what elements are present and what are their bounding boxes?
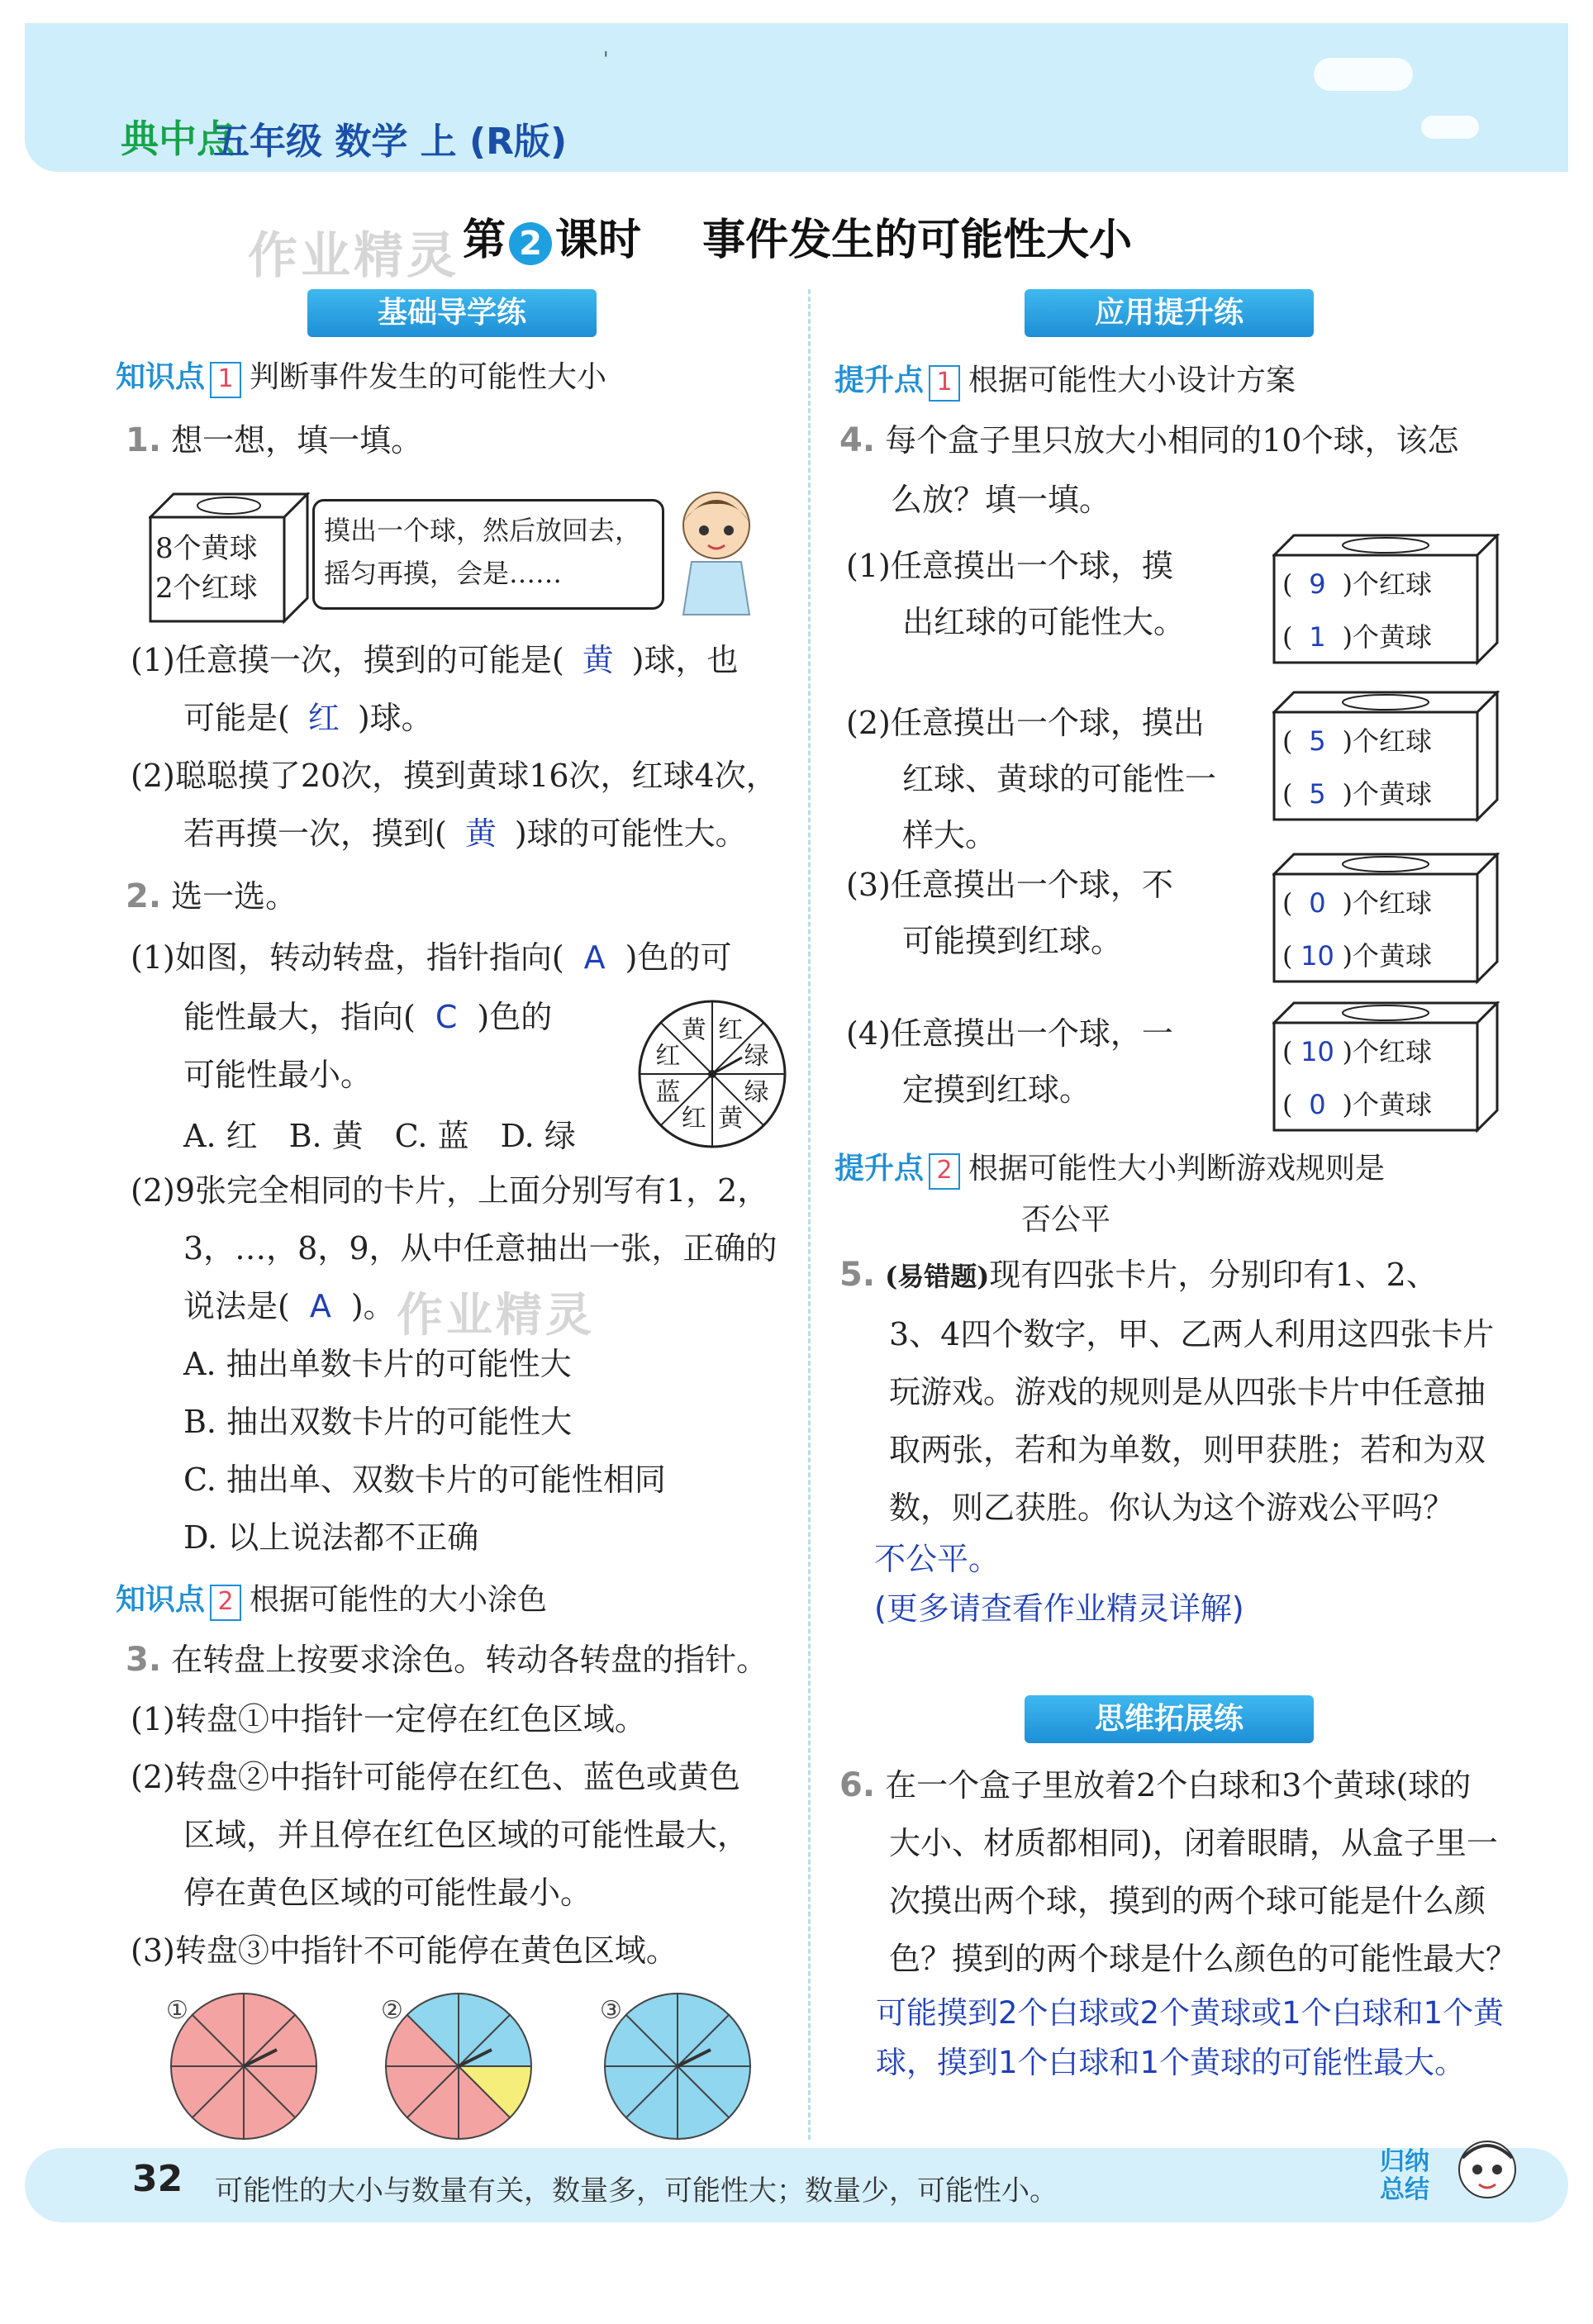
- q2-options: A. 红 B. 黄 C. 蓝 D. 绿: [183, 1118, 576, 1154]
- option-a: A. 抽出单数卡片的可能性大: [183, 1346, 572, 1382]
- q1-part2-cont: 若再摸一次，摸到( 黄 )球的可能性大。: [183, 815, 747, 852]
- q6-line1: 6. 在一个盒子里放着2个白球和3个黄球(球的: [839, 1766, 1472, 1804]
- answer: 红: [307, 700, 340, 736]
- q2-part2-cont: 3，…，8，9，从中任意抽出一张，正确的: [183, 1230, 777, 1267]
- q4-stem: 4. 每个盒子里只放大小相同的10个球，该怎: [839, 421, 1459, 459]
- coloring-wheels: [149, 1988, 777, 2145]
- top-mark: ': [603, 48, 609, 71]
- q5-answer: 不公平。: [874, 1541, 1001, 1577]
- q1-part2: (2)聪聪摸了20次，摸到黄球16次，红球4次，: [131, 758, 777, 794]
- q4-box-row: ( 0 )个红球: [1282, 882, 1432, 924]
- spinner-label: 红: [718, 1015, 744, 1045]
- ball-label: 个红球: [1352, 568, 1432, 600]
- q1-number: 1.: [126, 421, 162, 459]
- wheel-id: ①: [166, 1996, 188, 2025]
- q2-part1-cont: 能性最大，指向( C )色的: [183, 999, 553, 1035]
- improve-point-2-cont: 否公平: [1021, 1203, 1111, 1237]
- answer: 5: [1309, 778, 1326, 810]
- box-line-red: 2个红球: [155, 572, 258, 605]
- q5-answer-link: (更多请查看作业精灵详解): [874, 1590, 1244, 1627]
- section-banner-basic: 基础导学练: [307, 289, 597, 337]
- summary-note: 可能性的大小与数量有关，数量多，可能性大；数量少，可能性小。: [215, 2174, 1058, 2208]
- answer: 0: [1309, 1089, 1326, 1120]
- lesson-number: 2: [509, 222, 552, 265]
- spinner-q2: [636, 998, 788, 1150]
- cloud-icon: [1421, 116, 1479, 139]
- q3-part2-cont: 区域，并且停在红色区域的可能性最大，: [183, 1817, 749, 1853]
- q4-item-text: 出红球的可能性大。: [902, 604, 1186, 640]
- ball-label: 个黄球: [1352, 940, 1432, 972]
- box-line-yellow: 8个黄球: [155, 532, 258, 565]
- lesson-prefix: 第: [463, 216, 506, 265]
- q3-part2: (2)转盘②中指针可能停在红色、蓝色或黄色: [131, 1759, 740, 1795]
- q1-text: 想一想，填一填。: [171, 422, 423, 459]
- q2-part1-end: 可能性最小。: [183, 1057, 373, 1093]
- q2-part2-cont2: 说法是( A )。: [183, 1288, 395, 1324]
- kp-text: 判断事件发生的可能性大小: [250, 360, 607, 394]
- q4-item-text: (2)任意摸出一个球，摸出: [846, 705, 1205, 741]
- spinner-label: 黄: [718, 1104, 744, 1133]
- knowledge-point-2: 知识点 2 根据可能性的大小涂色: [116, 1576, 547, 1621]
- q3-part1: (1)转盘①中指针一定停在红色区域。: [131, 1701, 646, 1737]
- ball-label: 个红球: [1352, 887, 1432, 919]
- spinner-label: 黄: [681, 1015, 706, 1045]
- q5-line2: 3、4四个数字，甲、乙两人利用这四张卡片: [889, 1316, 1495, 1352]
- q4-box-row: ( 9 )个红球: [1282, 563, 1432, 605]
- q4-stem-cont: 么放？填一填。: [891, 482, 1111, 518]
- brand-logo: 典中点: [121, 116, 235, 161]
- girl-avatar: [671, 486, 762, 618]
- ball-label: 个黄球: [1352, 1089, 1432, 1120]
- improve-point-2: 提升点 2 根据可能性大小判断游戏规则是: [835, 1145, 1385, 1190]
- book-title: 五年级 数学 上 (R版): [213, 121, 568, 163]
- cloud-icon: [1314, 58, 1413, 91]
- spinner-label: 绿: [744, 1041, 769, 1071]
- kp-number: 1: [210, 362, 241, 398]
- watermark: 作业精灵: [248, 227, 459, 285]
- q6-line4: 色？摸到的两个球是什么颜色的可能性最大？: [889, 1941, 1518, 1977]
- q5-line4: 取两张，若和为单数，则甲获胜；若和为双: [889, 1432, 1486, 1468]
- boy-avatar: [1454, 2136, 1520, 2211]
- q1-part1-cont: 可能是( 红 )球。: [183, 700, 433, 736]
- q5-line1: 5. (易错题)现有四张卡片，分别印有1、2、: [839, 1256, 1438, 1294]
- spinner-label: 绿: [744, 1078, 769, 1108]
- answer: 10: [1301, 940, 1334, 972]
- q4-item-text: 红球、黄球的可能性一: [902, 761, 1217, 797]
- q6-line2: 大小、材质都相同)，闭着眼睛，从盒子里一: [889, 1825, 1498, 1861]
- q6-line3: 次摸出两个球，摸到的两个球可能是什么颜: [889, 1883, 1486, 1919]
- spinner-label: 蓝: [655, 1078, 681, 1108]
- bubble-line: 摸出一个球，然后放回去，: [324, 515, 642, 546]
- spinner-label: 红: [655, 1041, 681, 1071]
- answer: 9: [1309, 568, 1326, 600]
- knowledge-point-1: [116, 354, 606, 398]
- bubble-line: 摇匀再摸，会是……: [324, 558, 563, 589]
- q3-part3: (3)转盘③中指针不可能停在黄色区域。: [131, 1932, 678, 1969]
- q2-stem: 2. 选一选。: [126, 877, 297, 915]
- q4-box-row: ( 5 )个黄球: [1282, 773, 1432, 815]
- ball-label: 个黄球: [1352, 621, 1432, 653]
- answer: C: [435, 999, 458, 1035]
- summary-badge: 归纳总结: [1380, 2147, 1429, 2204]
- q6-answer: 可能摸到2个白球或2个黄球或1个白球和1个黄: [876, 1995, 1505, 2031]
- q5-line5: 数，则乙获胜。你认为这个游戏公平吗？: [889, 1490, 1455, 1526]
- answer: 1: [1309, 621, 1326, 653]
- watermark: 作业精灵: [397, 1289, 595, 1343]
- q4-item-text: 定摸到红球。: [902, 1072, 1091, 1108]
- answer: 10: [1301, 1036, 1334, 1067]
- q4-item-text: (1)任意摸出一个球，摸: [846, 548, 1173, 584]
- lesson-name: 事件发生的可能性大小: [702, 216, 1133, 265]
- option-b: B. 抽出双数卡片的可能性大: [183, 1404, 573, 1440]
- wheel-id: ③: [600, 1996, 622, 2025]
- improve-point-1: 提升点 1 根据可能性大小设计方案: [835, 357, 1296, 402]
- q6-answer-cont: 球，摸到1个白球和1个黄球的可能性最大。: [876, 2045, 1466, 2080]
- ball-label: 个黄球: [1352, 778, 1432, 810]
- answer: A: [309, 1288, 331, 1324]
- q4-item-text: 可能摸到红球。: [902, 923, 1123, 959]
- lesson-title: [463, 205, 1132, 267]
- option-c: C. 抽出单、双数卡片的可能性相同: [183, 1461, 666, 1498]
- q2-part2: (2)9张完全相同的卡片，上面分别写有1，2，: [131, 1172, 769, 1209]
- spinner-label: 红: [681, 1104, 706, 1133]
- option-d: D. 以上说法都不正确: [183, 1519, 479, 1556]
- box-contents: [155, 529, 258, 608]
- q3-part2-end: 停在黄色区域的可能性最小。: [183, 1875, 592, 1911]
- answer: A: [583, 939, 606, 976]
- ball-label: 个红球: [1352, 725, 1432, 757]
- q4-item-text: (3)任意摸出一个球，不: [846, 867, 1173, 903]
- q2-part1: (1)如图，转动转盘，指针指向( A )色的可: [131, 939, 732, 976]
- q4-item-text: (4)任意摸出一个球，一: [846, 1015, 1173, 1052]
- answer: 黄: [582, 642, 614, 678]
- kp-tag: 知识点: [116, 360, 206, 394]
- q3-stem: 3. 在转盘上按要求涂色。转动各转盘的指针。: [126, 1641, 768, 1679]
- lesson-suffix: 课时: [555, 216, 642, 265]
- q1-part1: (1)任意摸一次，摸到的可能是( 黄 )球，也: [131, 642, 739, 678]
- section-banner-apply: 应用提升练: [1025, 289, 1314, 337]
- girl-icon: [671, 486, 762, 618]
- answer: 5: [1309, 725, 1326, 757]
- boy-icon: [1454, 2136, 1520, 2211]
- q4-box-row: ( 1 )个黄球: [1282, 616, 1432, 658]
- q5-line3: 玩游戏。游戏的规则是从四张卡片中任意抽: [889, 1374, 1486, 1410]
- wheel-id: ②: [381, 1996, 403, 2025]
- ball-label: 个红球: [1352, 1036, 1432, 1067]
- q4-box-row: ( 0 )个黄球: [1282, 1084, 1432, 1125]
- answer: 黄: [464, 815, 497, 852]
- answer: 0: [1309, 887, 1326, 919]
- q4-box-row: ( 10 )个红球: [1282, 1031, 1432, 1072]
- q5-tag: (易错题): [885, 1261, 990, 1292]
- q1-stem: [126, 420, 422, 461]
- q4-item-text: 样大。: [902, 817, 997, 853]
- q4-box-row: ( 5 )个红球: [1282, 720, 1432, 762]
- bubble-text: [324, 509, 641, 595]
- section-banner-extend: 思维拓展练: [1025, 1695, 1314, 1743]
- column-divider: [808, 289, 811, 2140]
- page-number: 32: [132, 2158, 183, 2200]
- q4-box-row: ( 10 )个黄球: [1282, 935, 1432, 977]
